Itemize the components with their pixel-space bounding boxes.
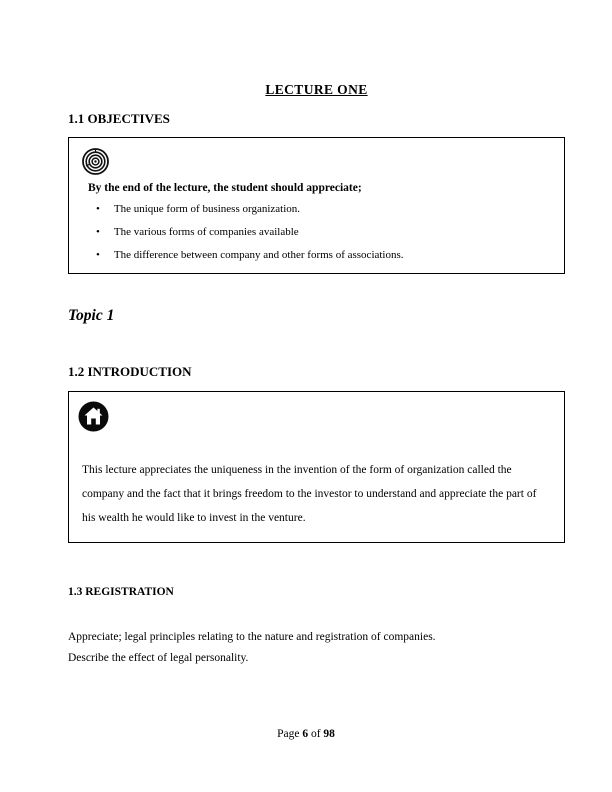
bullet-text: The various forms of companies available (113, 226, 299, 238)
footer-page-number: 6 (302, 728, 309, 740)
bullet-text: The difference between company and other forms of associations. (113, 249, 404, 261)
bullet-item (96, 226, 551, 238)
bullet-text: The unique form of business organization. (113, 203, 301, 215)
topic-heading: Topic 1 (68, 307, 115, 324)
target-icon (82, 148, 551, 175)
registration-heading: 1.3 REGISTRATION (68, 586, 174, 598)
objectives-lead-text: By the end of the lecture, the student should appreciate; (88, 182, 362, 194)
bullet-marker: • (96, 203, 100, 215)
registration-line: Appreciate; legal principles relating to the nature and registration of companies. (68, 631, 436, 643)
bullet-item (96, 203, 551, 215)
objectives-bullet-list (96, 203, 551, 261)
footer-prefix: Page (277, 728, 303, 740)
page-footer (0, 728, 612, 740)
introduction-paragraph: This lecture appreciates the uniqueness in the invention of the form of organization called the company and the fact that it brings freedom to the investor to understand and appreciate the part of his wealth he would like to invest in the venture. (82, 464, 537, 524)
introduction-box (68, 391, 565, 543)
bullet-marker: • (96, 249, 100, 261)
registration-text (68, 627, 565, 669)
registration-line: Describe the effect of legal personality. (68, 652, 249, 664)
home-icon (78, 401, 552, 432)
bullet-marker: • (96, 226, 100, 238)
footer-total-pages: 98 (323, 728, 335, 740)
introduction-heading: 1.2 INTRODUCTION (68, 364, 192, 379)
page-title: LECTURE ONE (265, 82, 368, 97)
objectives-heading: 1.1 OBJECTIVES (68, 111, 170, 126)
objectives-box (68, 137, 565, 274)
footer-separator: of (308, 728, 324, 740)
bullet-item (96, 249, 551, 261)
